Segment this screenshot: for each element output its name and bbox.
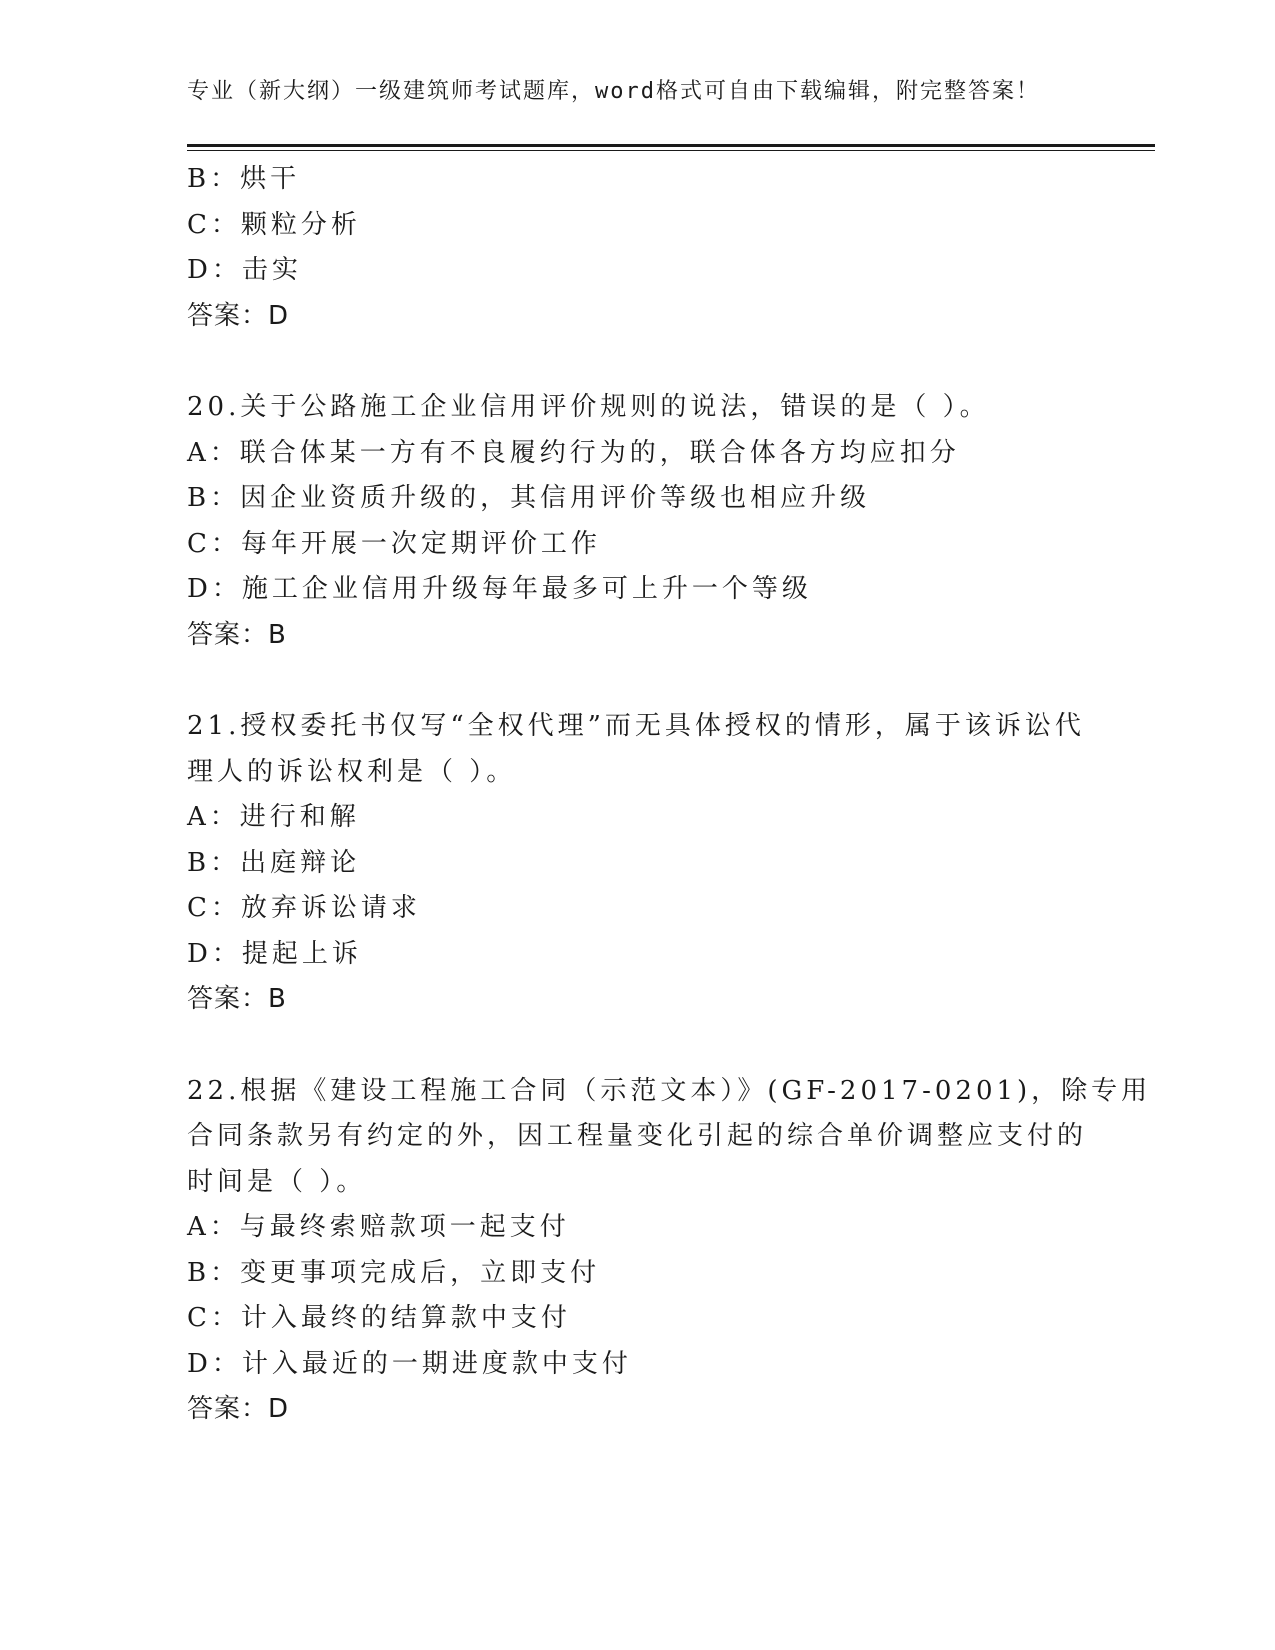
question-stem: 理人的诉讼权利是（ ）。 xyxy=(187,756,517,787)
question-stem: 20.关于公路施工企业信用评价规则的说法，错误的是（ ）。 xyxy=(187,392,990,422)
answer-line: 答案：D xyxy=(187,1394,290,1424)
option-a: A：进行和解 xyxy=(187,802,360,832)
answer-line: 答案：B xyxy=(187,984,287,1014)
option-b: B：烘干 xyxy=(187,164,301,194)
question-content xyxy=(187,157,1152,1433)
spacer xyxy=(187,339,1087,385)
page-header: 专业（新大纲）一级建筑师考试题库，word格式可自由下载编辑，附完整答案！ xyxy=(187,79,1040,104)
option-d: D：击实 xyxy=(187,255,302,285)
header-rule-thick xyxy=(187,144,1155,147)
option-a: A：与最终索赔款项一起支付 xyxy=(187,1212,570,1242)
answer-line: 答案：B xyxy=(187,619,287,650)
spacer xyxy=(187,1023,1087,1069)
answer-line: 答案：D xyxy=(187,300,290,331)
question-stem: 21.授权委托书仅写“全权代理”而无具体授权的情形，属于该诉讼代 xyxy=(187,711,1085,741)
option-b: B：因企业资质升级的，其信用评价等级也相应升级 xyxy=(187,483,871,513)
option-c: C：颗粒分析 xyxy=(187,209,361,240)
spacer xyxy=(187,658,1087,704)
option-b: B：变更事项完成后，立即支付 xyxy=(187,1257,601,1288)
option-c: C：计入最终的结算款中支付 xyxy=(187,1303,571,1333)
option-d: D：计入最近的一期进度款中支付 xyxy=(187,1348,632,1379)
option-d: D：提起上诉 xyxy=(187,938,362,969)
question-stem: 合同条款另有约定的外，因工程量变化引起的综合单价调整应支付的 xyxy=(187,1121,1088,1151)
header-rule-thin xyxy=(187,150,1155,151)
question-stem: 22.根据《建设工程施工合同（示范文本）》(GF-2017-0201)，除专用 xyxy=(187,1075,1152,1106)
option-c: C：放弃诉讼请求 xyxy=(187,893,421,923)
option-b: B：出庭辩论 xyxy=(187,847,361,878)
option-a: A：联合体某一方有不良履约行为的，联合体各方均应扣分 xyxy=(187,437,960,468)
option-d: D：施工企业信用升级每年最多可上升一个等级 xyxy=(187,574,812,604)
option-c: C：每年开展一次定期评价工作 xyxy=(187,528,601,559)
question-stem: 时间是（ ）。 xyxy=(187,1166,367,1197)
